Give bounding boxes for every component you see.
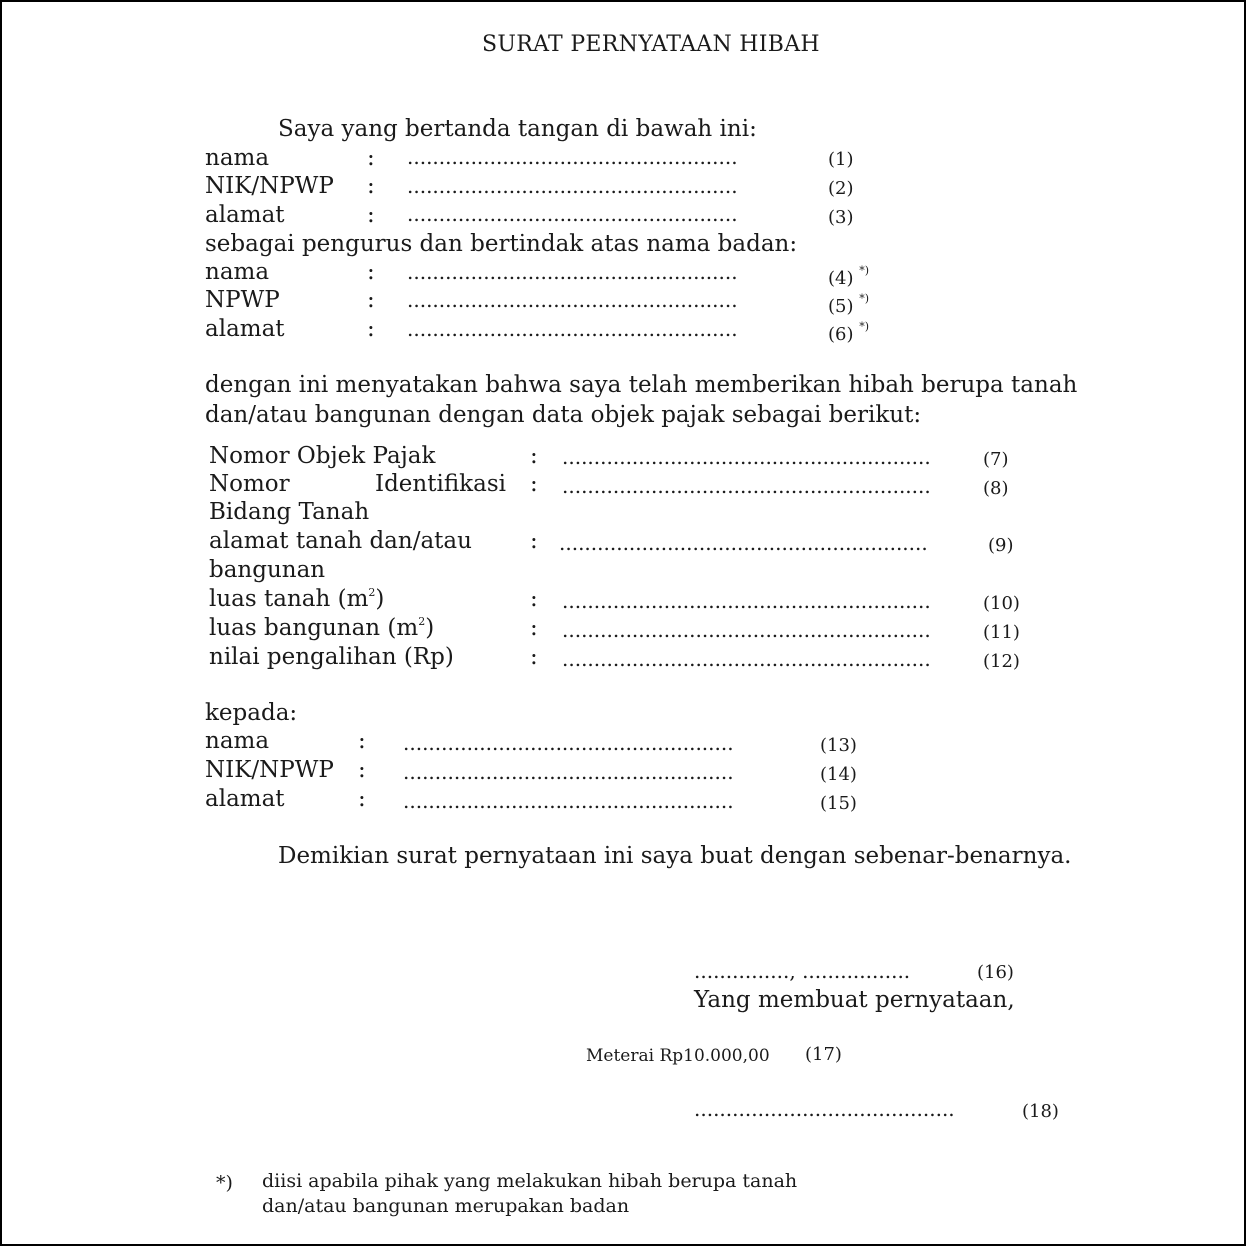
document-title: SURAT PERNYATAAN HIBAH xyxy=(482,32,820,57)
object-address-field: .......................................................... xyxy=(559,531,928,555)
ref-16: (16) xyxy=(977,962,1014,983)
entity-address-label: alamat xyxy=(205,316,285,342)
ref-9: (9) xyxy=(988,535,1014,556)
person-address-label: alamat xyxy=(205,202,285,228)
signer-text: Yang membuat pernyataan, xyxy=(694,987,1015,1013)
footnote-mark: *) xyxy=(216,1172,233,1194)
ref-14: (14) xyxy=(820,764,857,785)
nib-label-a: Nomor xyxy=(209,471,290,497)
colon: : xyxy=(358,757,366,783)
ref-2: (2) xyxy=(828,178,854,199)
person-nik-field: .................................................... xyxy=(407,174,738,198)
colon: : xyxy=(367,316,375,342)
ref-10: (10) xyxy=(983,593,1020,614)
recipient-intro-text: kepada: xyxy=(205,700,298,726)
nib-label-b: Identifikasi xyxy=(375,471,506,497)
footnote-line-2: dan/atau bangunan merupakan badan xyxy=(262,1195,630,1217)
ref-1: (1) xyxy=(828,149,854,170)
transfer-value-field: .......................................................... xyxy=(562,647,931,671)
ref-6: (6) *) xyxy=(828,320,870,345)
person-address-field: .................................................... xyxy=(407,202,738,226)
entity-npwp-label: NPWP xyxy=(205,287,280,313)
colon: : xyxy=(358,786,366,812)
colon: : xyxy=(367,259,375,285)
recipient-nik-field: .................................................... xyxy=(403,760,734,784)
place-date-field: ..............., ................. xyxy=(694,959,911,983)
building-area-field: .......................................................... xyxy=(562,618,931,642)
entity-intro-text: sebagai pengurus dan bertindak atas nama badan: xyxy=(205,231,798,257)
ref-11: (11) xyxy=(983,622,1020,643)
land-area-field: .......................................................... xyxy=(562,589,931,613)
statement-line-1: dengan ini menyatakan bahwa saya telah memberikan hibah berupa tanah xyxy=(205,372,1078,398)
land-area-label: luas tanah $(m^2)$ xyxy=(209,586,385,612)
signature-line: ......................................... xyxy=(694,1097,955,1121)
statement-line-2: dan/atau bangunan dengan data objek pajak sebagai berikut: xyxy=(205,402,922,428)
recipient-name-field: .................................................... xyxy=(403,731,734,755)
address-label-a: alamat tanah dan/atau xyxy=(209,528,472,554)
stamp-label: Meterai Rp10.000,00 xyxy=(586,1046,770,1066)
recipient-nik-label: NIK/NPWP xyxy=(205,757,334,783)
recipient-address-label: alamat xyxy=(205,786,285,812)
recipient-address-field: .................................................... xyxy=(403,789,734,813)
ref-18: (18) xyxy=(1022,1101,1059,1122)
intro-text: Saya yang bertanda tangan di bawah ini: xyxy=(278,116,757,142)
colon: : xyxy=(530,528,538,554)
transfer-value-label: nilai pengalihan (Rp) xyxy=(209,644,454,670)
person-name-label: nama xyxy=(205,145,270,171)
ref-12: (12) xyxy=(983,651,1020,672)
ref-13: (13) xyxy=(820,735,857,756)
address-label-b: bangunan xyxy=(209,557,326,583)
entity-address-field: .................................................... xyxy=(407,317,738,341)
ref-3: (3) xyxy=(828,207,854,228)
nib-label-c: Bidang Tanah xyxy=(209,499,370,525)
ref-7: (7) xyxy=(983,449,1009,470)
colon: : xyxy=(367,173,375,199)
ref-4: (4) *) xyxy=(828,264,870,289)
person-name-field: .................................................... xyxy=(407,145,738,169)
entity-name-label: nama xyxy=(205,259,270,285)
person-nik-label: NIK/NPWP xyxy=(205,173,334,199)
ref-17: (17) xyxy=(805,1044,842,1065)
colon: : xyxy=(358,728,366,754)
entity-npwp-field: .................................................... xyxy=(407,288,738,312)
colon: : xyxy=(367,202,375,228)
nop-label: Nomor Objek Pajak xyxy=(209,443,436,469)
colon: : xyxy=(530,615,538,641)
nop-field: .......................................................... xyxy=(562,445,931,469)
colon: : xyxy=(530,644,538,670)
colon: : xyxy=(530,443,538,469)
ref-5: (5) *) xyxy=(828,292,870,317)
entity-name-field: .................................................... xyxy=(407,260,738,284)
nib-field: .......................................................... xyxy=(562,474,931,498)
ref-8: (8) xyxy=(983,478,1009,499)
recipient-name-label: nama xyxy=(205,728,270,754)
closing-text: Demikian surat pernyataan ini saya buat dengan sebenar-benarnya. xyxy=(278,843,1072,869)
ref-15: (15) xyxy=(820,793,857,814)
colon: : xyxy=(367,287,375,313)
building-area-label: luas bangunan $(m^2)$ xyxy=(209,615,435,641)
colon: : xyxy=(530,471,538,497)
colon: : xyxy=(530,586,538,612)
colon: : xyxy=(367,145,375,171)
footnote-line-1: diisi apabila pihak yang melakukan hibah berupa tanah xyxy=(262,1170,798,1192)
